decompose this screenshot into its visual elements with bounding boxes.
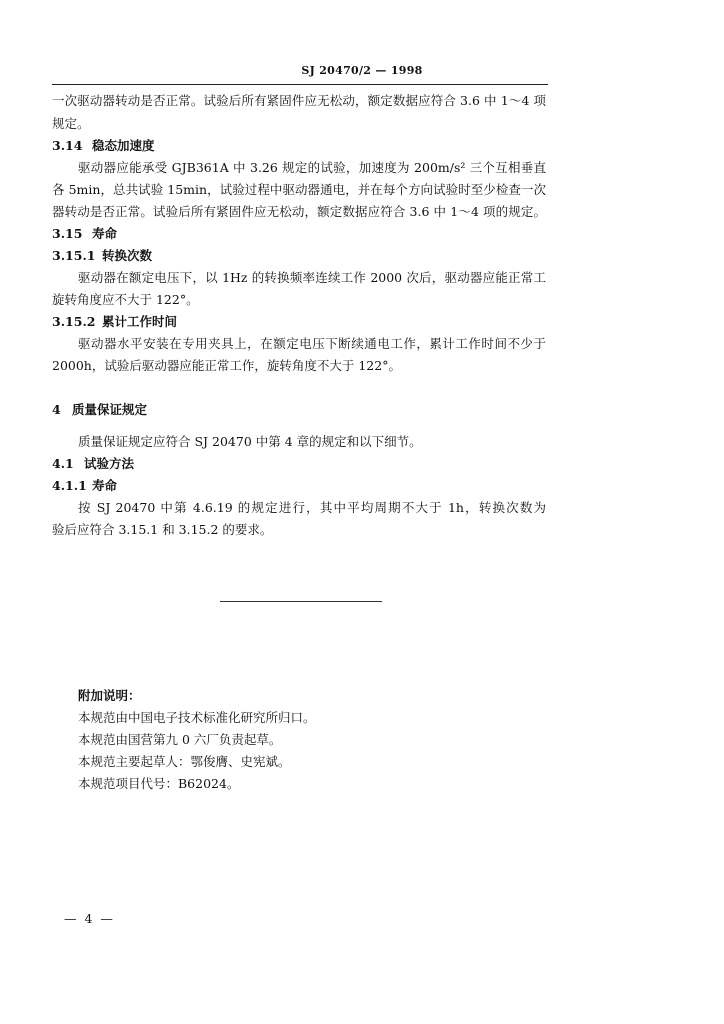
paragraph-line: 驱动器应能承受 GJB361A 中 3.26 规定的试验，加速度为 200m/s² 三个互相垂直	[78, 160, 546, 175]
section-title: 寿命	[92, 478, 118, 493]
notes-line: 本规范由中国电子技术标准化研究所归口。	[78, 710, 316, 725]
section-heading-4-1-1	[52, 478, 117, 494]
section-title: 寿命	[92, 226, 118, 241]
paragraph-line: 驱动器水平安装在专用夹具上，在额定电压下断续通电工作，累计工作时间不少于	[78, 336, 546, 351]
end-separator	[220, 601, 382, 602]
paragraph-line: 器转动是否正常。试验后所有紧固件应无松动，额定数据应符合 3.6 中 1～4 项的规定。	[52, 204, 546, 219]
section-heading-4-1	[52, 456, 134, 472]
notes-line: 本规范由国营第九 0 六厂负责起草。	[78, 732, 282, 747]
paragraph-line: 驱动器在额定电压下，以 1Hz 的转换频率连续工作 2000 次后，驱动器应能正常工	[78, 270, 546, 285]
section-title: 稳态加速度	[92, 138, 155, 153]
section-title: 试验方法	[84, 456, 135, 471]
paragraph-line: 2000h，试验后驱动器应能正常工作，旋转角度不大于 122°。	[52, 358, 401, 373]
paragraph-line: 规定。	[52, 116, 90, 131]
paragraph-line: 质量保证规定应符合 SJ 20470 中第 4 章的规定和以下细节。	[78, 434, 422, 449]
section-number: 4.1	[52, 456, 74, 471]
section-number: 3.15.1	[52, 248, 96, 263]
page-number: — 4 —	[64, 911, 115, 926]
section-title: 累计工作时间	[102, 314, 178, 329]
header-rule	[52, 84, 548, 85]
section-heading-3-14	[52, 138, 155, 154]
section-number: 3.15.2	[52, 314, 96, 329]
paragraph-line: 按 SJ 20470 中第 4.6.19 的规定进行，其中平均周期不大于 1h，转换次数为	[78, 500, 546, 515]
paragraph-line: 验后应符合 3.15.1 和 3.15.2 的要求。	[52, 522, 273, 537]
document-code-header: SJ 20470/2 — 1998	[301, 64, 423, 77]
section-title: 转换次数	[102, 248, 153, 263]
paragraph-line: 旋转角度应不大于 122°。	[52, 292, 199, 307]
section-number: 4	[52, 402, 61, 417]
notes-line: 本规范主要起草人：鄂俊膺、史宪斌。	[78, 754, 291, 769]
section-heading-3-15-1	[52, 248, 152, 264]
paragraph-line: 各 5min，总共试验 15min，试验过程中驱动器通电，并在每个方向试验时至少检查一次	[52, 182, 546, 197]
paragraph-line: 一次驱动器转动是否正常。试验后所有紧固件应无松动，额定数据应符合 3.6 中 1～4 项	[52, 93, 546, 108]
section-heading-4	[52, 402, 147, 418]
section-number: 4.1.1	[52, 478, 87, 493]
section-heading-3-15	[52, 226, 117, 242]
section-number: 3.14	[52, 138, 83, 153]
section-heading-3-15-2	[52, 314, 177, 330]
notes-heading: 附加说明：	[78, 688, 141, 703]
section-title: 质量保证规定	[72, 402, 148, 417]
section-number: 3.15	[52, 226, 83, 241]
notes-line: 本规范项目代号：B62024。	[78, 776, 240, 791]
